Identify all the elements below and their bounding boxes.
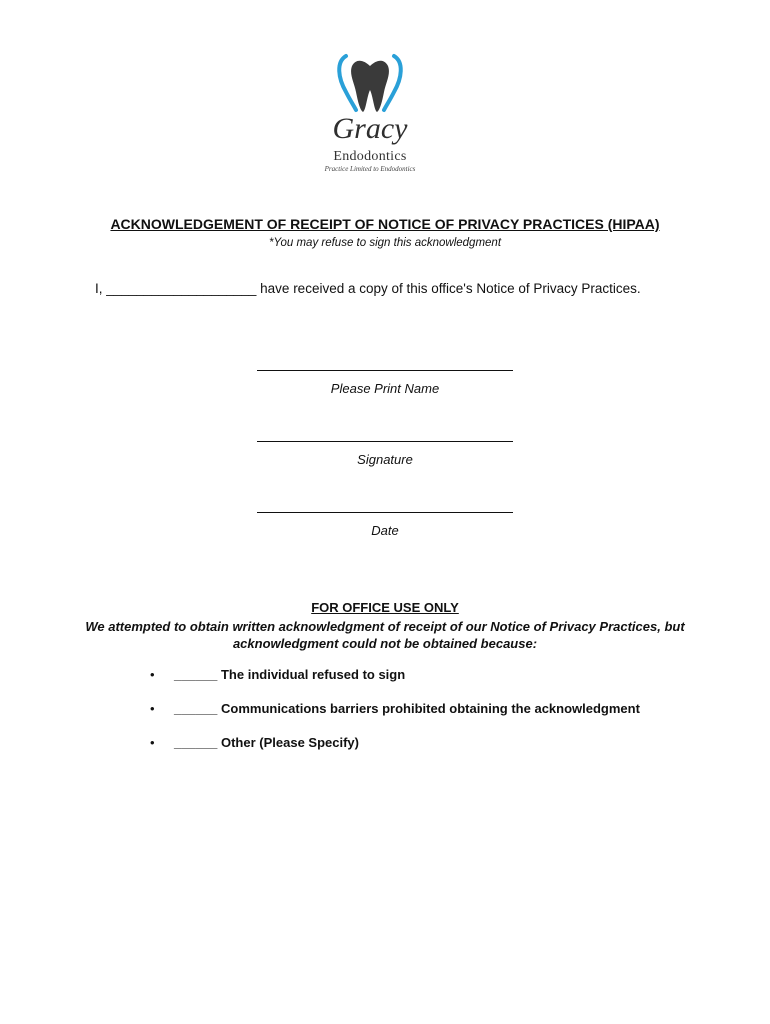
- print-name-line[interactable]: [257, 370, 513, 371]
- document-subtitle: *You may refuse to sign this acknowledgment: [268, 237, 502, 249]
- date-label: Date: [371, 523, 399, 538]
- reason-other: [150, 735, 359, 750]
- signature-label: Signature: [357, 452, 413, 467]
- date-line[interactable]: [257, 512, 513, 513]
- bullet-icon: •: [150, 701, 155, 716]
- reason-label: ______ Other (Please Specify): [174, 735, 359, 750]
- logo-tagline: Practice Limited to Endodontics: [324, 165, 416, 173]
- logo-subtitle: Endodontics: [333, 149, 407, 164]
- reason-refused: [150, 667, 405, 682]
- print-name-label: Please Print Name: [330, 381, 440, 396]
- bullet-icon: •: [150, 735, 155, 750]
- office-text-line-2: acknowledgment could not be obtained because:: [232, 636, 538, 651]
- signature-line[interactable]: [257, 441, 513, 442]
- document-title: ACKNOWLEDGEMENT OF RECEIPT OF NOTICE OF PRIVACY PRACTICES (HIPAA): [110, 216, 660, 232]
- logo-name: Gracy: [332, 112, 408, 145]
- reason-label: ______ Communications barriers prohibited obtaining the acknowledgment: [174, 701, 640, 716]
- office-use-text: [40, 618, 730, 652]
- tooth-icon: [336, 52, 404, 114]
- reason-label: ______ The individual refused to sign: [174, 667, 406, 682]
- receipt-statement: I, ____________________ have received a copy of this office's Notice of Privacy Practices.: [95, 281, 641, 296]
- office-text-line-1: We attempted to obtain written acknowledgment of receipt of our Notice of Privacy Practices, but: [85, 619, 685, 634]
- reason-communication-barriers: [150, 701, 640, 716]
- bullet-icon: •: [150, 667, 155, 682]
- office-use-title: FOR OFFICE USE ONLY: [311, 600, 459, 615]
- practice-logo: [315, 52, 425, 177]
